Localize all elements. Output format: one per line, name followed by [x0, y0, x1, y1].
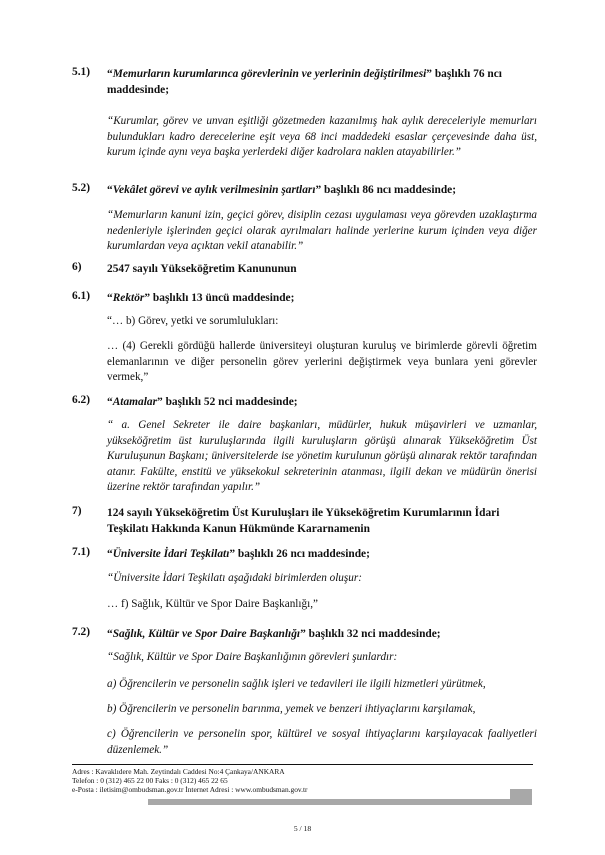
section-number: 7.1): [72, 546, 91, 558]
section-heading: “Üniversite İdari Teşkilatı” başlıklı 26 ncı maddesinde;: [107, 548, 370, 560]
quoted-paragraph: … f) Sağlık, Kültür ve Spor Daire Başkanlığı,”: [107, 598, 318, 610]
footer-decoration: [148, 799, 532, 805]
footer-divider: [72, 764, 533, 765]
section-heading: 2547 sayılı Yükseköğretim Kanununun: [107, 263, 297, 275]
section-number: 6.2): [72, 394, 91, 406]
page-number: 5 / 18: [293, 824, 312, 833]
footer-address: Adres : Kavaklıdere Mah. Zeytindalı Caddesi No:4 Çankaya/ANKARA: [72, 767, 285, 776]
section-heading: “Sağlık, Kültür ve Spor Daire Başkanlığı” başlıklı 32 nci maddesinde;: [107, 628, 441, 640]
section-number: 6): [72, 261, 82, 273]
quoted-paragraph: “Kurumlar, görev ve unvan eşitliği gözetmeden kazanılmış hak aylık dereceleriyle memurları bulundukları kadro derecelerine eşit veya 68 inci maddedeki esaslar çerçevesinde daha üst, kurum içinde aynı veya başka yerlerdeki diğer kadrolara naklen atayabilirler.”: [107, 115, 537, 158]
list-item: c) Öğrencilerin ve personelin spor, kültürel ve sosyal ihtiyaçlarını karşılayacak faaliyetleri düzenlemek.”: [107, 728, 537, 756]
section-heading: “Rektör” başlıklı 13 üncü maddesinde;: [107, 292, 295, 304]
footer-phone: Telefon : 0 (312) 465 22 00 Faks : 0 (312) 465 22 65: [72, 776, 228, 785]
section-number: 7): [72, 505, 82, 517]
quoted-paragraph: “… b) Görev, yetki ve sorumlulukları:: [107, 315, 279, 327]
section-heading: “Vekâlet görevi ve aylık verilmesinin şartları” başlıklı 86 ncı maddesinde;: [107, 184, 457, 196]
footer-web: e-Posta : iletisim@ombudsman.gov.tr İnternet Adresi : www.ombudsman.gov.tr: [72, 785, 308, 794]
section-number: 5.2): [72, 182, 91, 194]
quoted-paragraph: “Memurların kanuni izin, geçici görev, disiplin cezası uygulaması veya görevden uzaklaştırma nedenleriyle işlerinden geçici olarak ayrılmaları halinde yerlerine kurum içinden veya diğer kurumlardan veya açıktan vekil atanabilir.”: [107, 209, 537, 252]
quoted-paragraph: “ a. Genel Sekreter ile daire başkanları, müdürler, hukuk müşavirleri ve uzmanlar, yükseköğretim üst kuruluşlarında ilgili kuruluşların görüşü alınarak Yükseköğretim Üst Kurulușunun Başkanı; üniversitelerde ise yönetim kurulunun görüşü alınarak rektör tarafından atanır. Fakülte, enstitü ve yüksekokul sekreterinin atanması, ilgili dekan ve müdürün önerisi üzerine rektör tarafından yapılır.”: [107, 419, 537, 493]
footer-decoration: [510, 789, 532, 799]
quoted-paragraph: … (4) Gerekli gördüğü hallerde üniversiteyi oluşturan kuruluş ve birimlerde görevli öğretim elemanlarının ve diğer personelin görev yerlerini değiştirmek veya bunlara yeni görevler vermek,”: [107, 340, 537, 383]
list-item: b) Öğrencilerin ve personelin barınma, yemek ve benzeri ihtiyaçlarını karşılamak,: [107, 703, 476, 715]
quoted-paragraph: “Üniversite İdari Teşkilatı aşağıdaki birimlerden oluşur:: [107, 572, 362, 584]
section-heading: 124 sayılı Yükseköğretim Üst Kuruluşları ile Yükseköğretim Kurumlarının İdari Teşkilatı Hakkında Kanun Hükmünde Kararnamenin: [107, 507, 500, 535]
list-item: a) Öğrencilerin ve personelin sağlık işleri ve tedavileri ile ilgili hizmetleri yürütmek,: [107, 678, 486, 690]
section-number: 7.2): [72, 626, 91, 638]
section-number: 6.1): [72, 290, 91, 302]
quoted-paragraph: “Sağlık, Kültür ve Spor Daire Başkanlığının görevleri şunlardır:: [107, 651, 398, 663]
section-number: 5.1): [72, 66, 91, 78]
section-heading: “Atamalar” başlıklı 52 nci maddesinde;: [107, 396, 298, 408]
section-heading: “Memurların kurumlarınca görevlerinin ve yerlerinin değiştirilmesi” başlıklı 76 ncı maddesinde;: [107, 68, 502, 96]
